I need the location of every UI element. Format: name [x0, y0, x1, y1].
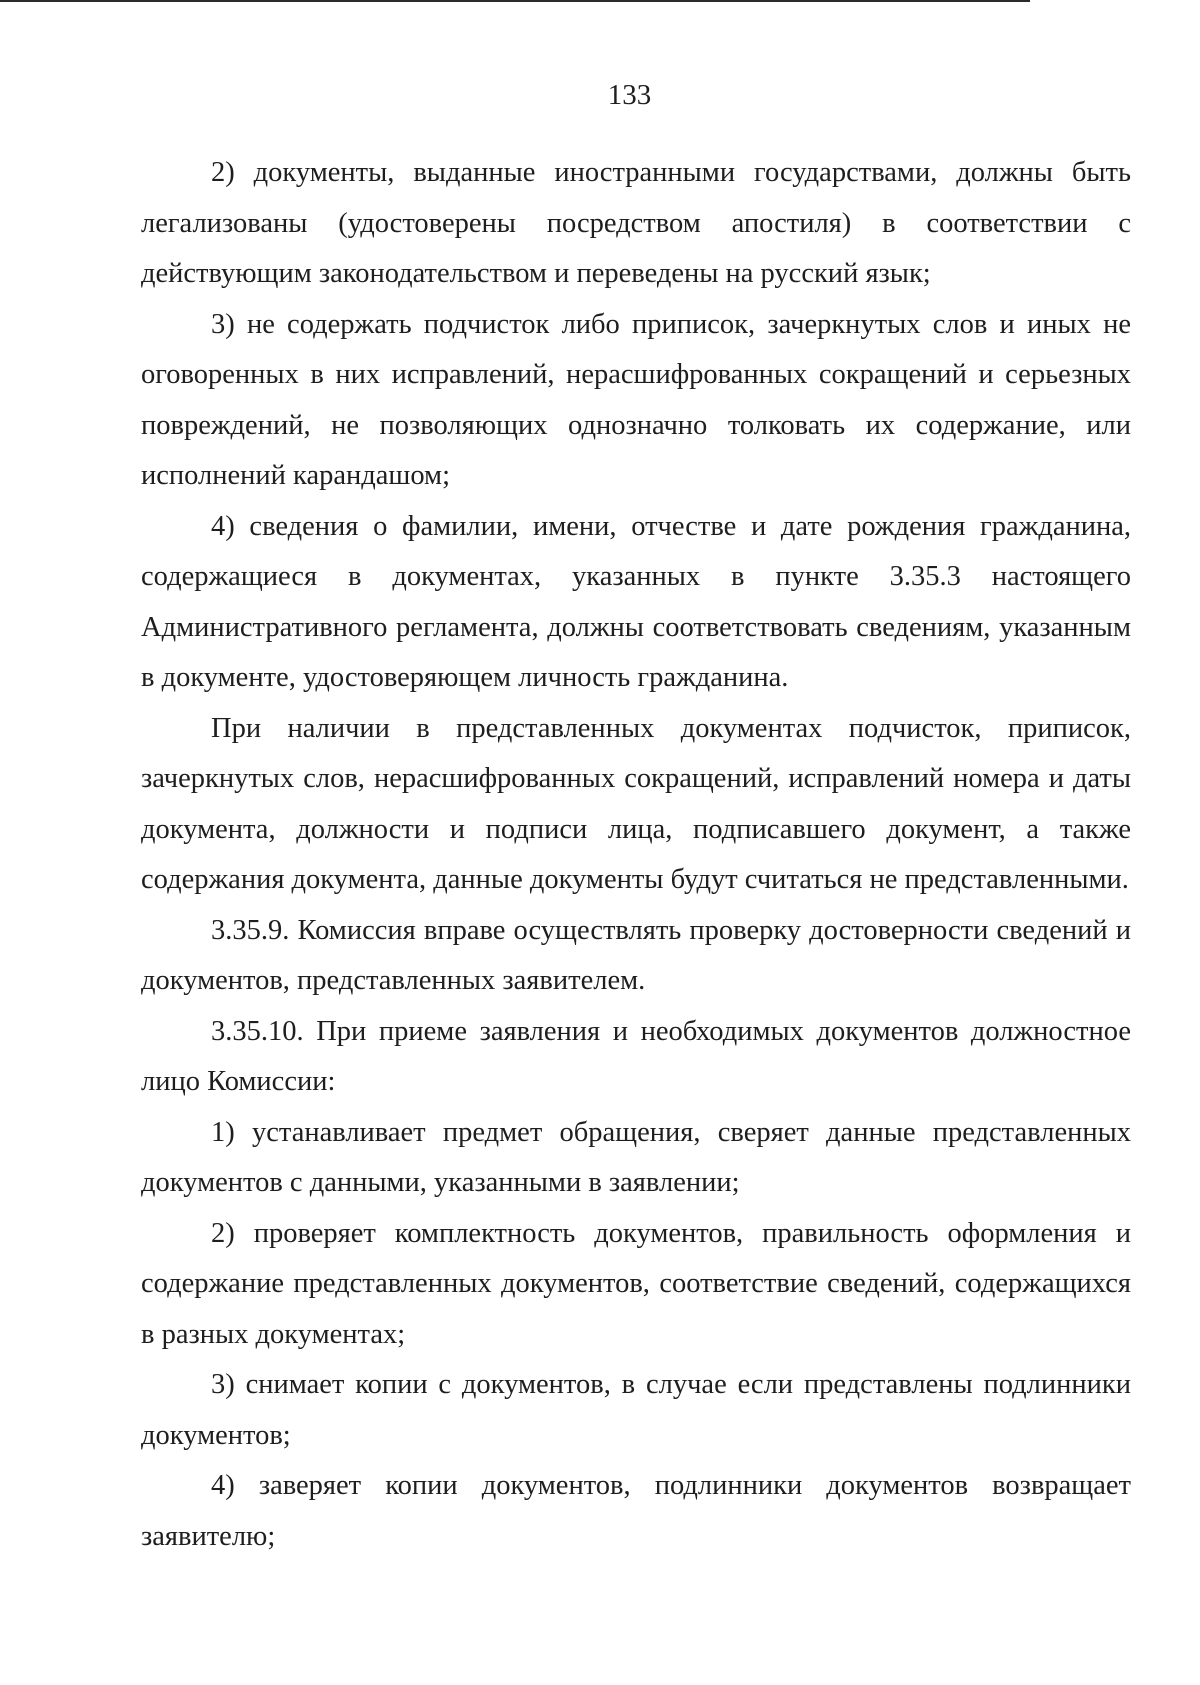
paragraph-item-2: 2) документы, выданные иностранными государствами, должны быть легализованы (удостоверены посредством апостиля) в соответствии с действующим законодательством и переведены на русский язык;	[141, 157, 1131, 289]
page-number: 133	[607, 79, 652, 111]
paragraph-3-35-10: 3.35.10. При приеме заявления и необходимых документов должностное лицо Комиссии:	[141, 1015, 1131, 1097]
paragraph-invalid-documents: При наличии в представленных документах подчисток, приписок, зачеркнутых слов, нерасшифрованных сокращений, исправлений номера и даты документа, должности и подписи лица, подписавшего документ, а также содержания документа, данные документы будут считаться не представленными.	[141, 712, 1131, 895]
scan-edge-line	[0, 0, 1030, 2]
paragraph-item-4: 4) сведения о фамилии, имени, отчестве и дате рождения гражданина, содержащиеся в документах, указанных в пункте 3.35.3 настоящего Административного регламента, должны соответствовать сведениям, указанным в документе, удостоверяющем личность гражданина.	[141, 510, 1131, 693]
paragraph-step-1: 1) устанавливает предмет обращения, сверяет данные представленных документов с данными, указанными в заявлении;	[141, 1116, 1131, 1198]
paragraph-step-2: 2) проверяет комплектность документов, правильность оформления и содержание представленных документов, соответствие сведений, содержащихся в разных документах;	[141, 1217, 1131, 1350]
paragraph-step-3: 3) снимает копии с документов, в случае если представлены подлинники документов;	[141, 1369, 1131, 1451]
document-body	[141, 148, 1131, 1562]
paragraph-3-35-9: 3.35.9. Комиссия вправе осуществлять проверку достоверности сведений и документов, представленных заявителем.	[141, 914, 1131, 996]
paragraph-step-4: 4) заверяет копии документов, подлинники документов возвращает заявителю;	[141, 1470, 1131, 1552]
paragraph-item-3: 3) не содержать подчисток либо приписок, зачеркнутых слов и иных не оговоренных в них исправлений, нерасшифрованных сокращений и серьезных повреждений, не позволяющих однозначно толковать их содержание, или исполнений карандашом;	[141, 308, 1131, 491]
